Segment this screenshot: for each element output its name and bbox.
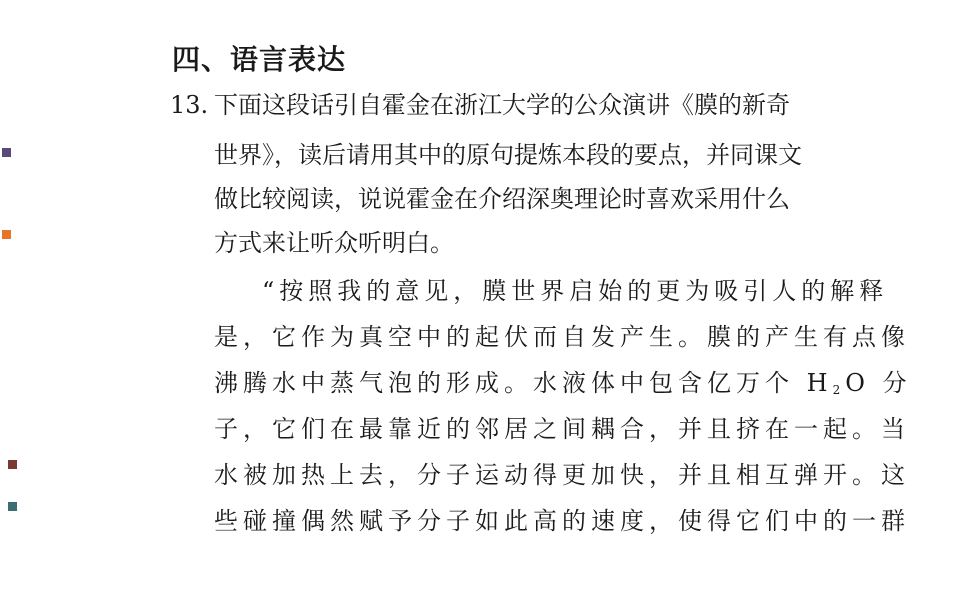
passage-line: 是，它作为真空中的起伏而自发产生。膜的产生有点像 [214, 323, 910, 351]
margin-marker-brown [8, 460, 17, 469]
passage-line-with-formula: 沸腾水中蒸气泡的形成。水液体中包含亿万个 $H_2O$ 分 [214, 369, 912, 397]
passage-line: 子，它们在最靠近的邻居之间耦合，并且挤在一起。当 [214, 415, 910, 443]
prompt-line: 下面这段话引自霍金在浙江大学的公众演讲《膜的新奇 [214, 91, 790, 119]
prompt-line: 做比较阅读，说说霍金在介绍深奥理论时喜欢采用什么 [214, 185, 790, 213]
passage-line: “按照我的意见，膜世界启始的更为吸引人的解释 [262, 277, 889, 305]
question-number: 13. [170, 91, 209, 119]
section-heading: 四、语言表达 [172, 43, 347, 76]
passage-text: 沸腾水中蒸气泡的形成。水液体中包含亿万个 [214, 369, 794, 397]
margin-marker-teal [8, 502, 17, 511]
chemical-formula: $H_2O$ [806, 369, 870, 397]
margin-marker-orange [2, 230, 11, 239]
prompt-line: 方式来让听众听明白。 [214, 229, 454, 257]
passage-line: 些碰撞偶然赋予分子如此高的速度，使得它们中的一群 [214, 507, 910, 535]
margin-marker-purple [2, 148, 11, 157]
prompt-line: 世界》，读后请用其中的原句提炼本段的要点，并同课文 [214, 141, 802, 169]
passage-line: 水被加热上去，分子运动得更加快，并且相互弹开。这 [214, 461, 910, 489]
